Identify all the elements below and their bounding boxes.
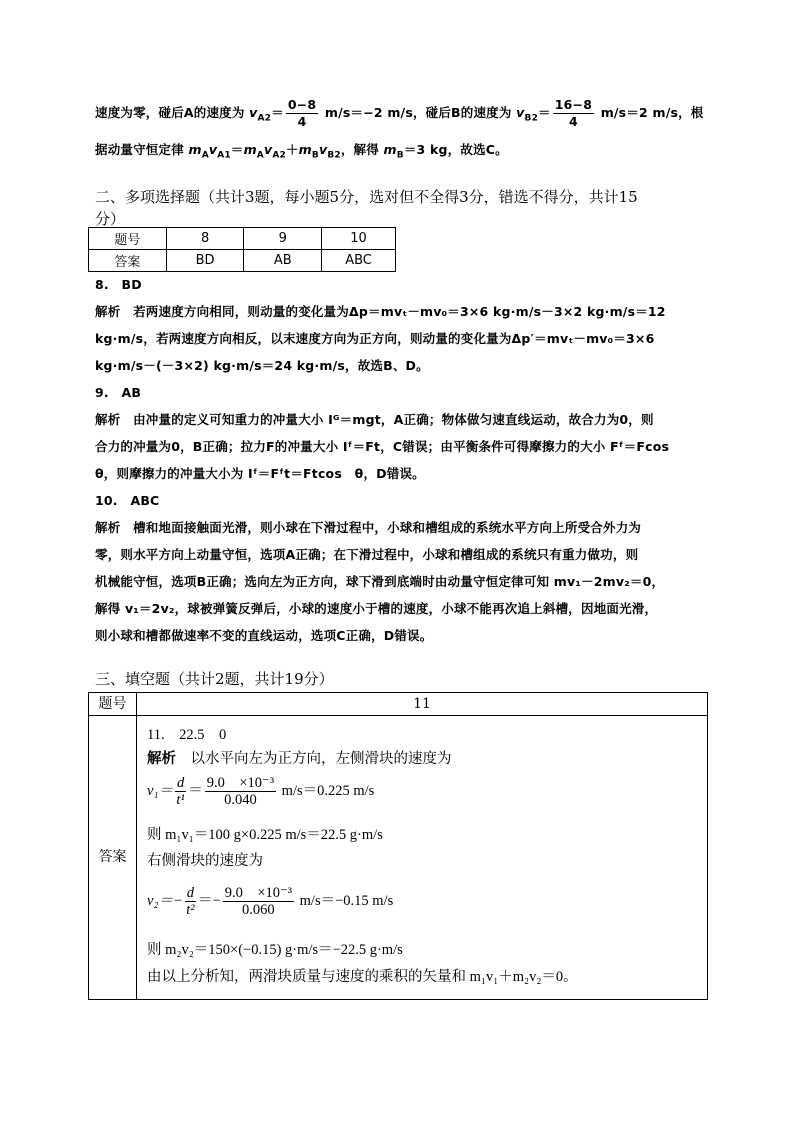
q10-line-1: 解析 槽和地面接触面光滑，则小球在下滑过程中，小球和槽组成的系统水平方向上所受合外力为 — [95, 520, 642, 535]
symbol-m: m — [298, 142, 312, 157]
q9-line-3: θ，则摩擦力的冲量大小为 Iᶠ＝Fᶠt＝Ftcos θ，D错误。 — [95, 466, 425, 481]
table-row — [89, 693, 707, 716]
equals: ＝ — [230, 142, 244, 157]
subscript: B2 — [327, 150, 341, 161]
subscript: A — [256, 150, 264, 161]
fraction-denominator: t¹ — [176, 792, 185, 809]
section-2-title: 二、多项选择题（共计3题，每小题5分，选对但不全得3分，错选不得分，共计15 — [95, 188, 638, 206]
symbol-v: v — [516, 105, 525, 120]
fraction-denominator: 0.040 — [224, 792, 257, 809]
fraction-denominator: 4 — [568, 114, 578, 129]
table-cell: 题号 — [89, 693, 137, 715]
q10-line-5: 则小球和槽都做速率不变的直线运动，选项C正确，D错误。 — [95, 628, 433, 643]
fill-blank-table — [88, 692, 708, 1000]
plus: ＋ — [285, 142, 299, 157]
table-cell: 答案 — [89, 250, 167, 272]
fraction-numerator: d — [176, 775, 185, 792]
q9-line-1: 解析 由冲量的定义可知重力的冲量大小 Iᴳ＝mgt，A正确；物体做匀速直线运动，故合力为0，则 — [95, 412, 654, 427]
q9-label: 9. AB — [95, 385, 142, 400]
fraction-numerator: 0−8 — [287, 97, 317, 112]
text-segment: 以水平向左为正方向，左侧滑块的速度为 — [176, 751, 452, 767]
symbol-m: m — [383, 142, 397, 157]
table-cell: ABC — [322, 250, 396, 272]
q10-label: 10. ABC — [95, 493, 160, 508]
text-segment: 速度为零，碰后A的速度为 — [95, 105, 245, 120]
subscript: A2 — [257, 113, 272, 124]
fraction-numerator: d — [186, 885, 195, 902]
analysis-label: 解析 — [147, 751, 176, 767]
m2v2-line: 则 m₂v₂＝150×(−0.15) g·m/s＝−22.5 g·m/s — [147, 942, 403, 958]
subscript: A — [201, 150, 209, 161]
text-segment: m/s＝−2 m/s，碰后B的速度为 — [324, 105, 512, 120]
subscript: A2 — [272, 150, 286, 161]
subscript: B2 — [524, 113, 539, 124]
symbol-m: m — [243, 142, 257, 157]
equals: ＝ — [271, 105, 284, 120]
subscript: B — [311, 150, 319, 161]
fraction-d-t1 — [175, 776, 186, 807]
answer-table-mc — [88, 227, 396, 272]
fraction-denominator: t² — [186, 902, 195, 919]
table-row — [89, 228, 396, 250]
v2-equation — [147, 881, 393, 921]
q8-line-2: kg·m/s，若两速度方向相反，以末速度方向为正方向，则动量的变化量为Δp′＝mvₜ－mv₀＝3×6 — [95, 331, 655, 346]
fraction-denominator: 0.060 — [242, 902, 275, 919]
q10-line-4: 解得 v₁＝2v₂，球被弹簧反弹后，小球的速度小于槽的速度，小球不能再次追上斜槽，因地面光滑， — [95, 601, 658, 616]
symbol-m: m — [188, 142, 202, 157]
text-segment: ，解得 — [340, 142, 384, 157]
table-cell: BD — [166, 250, 244, 272]
answer-11: 11. 22.5 0 — [147, 727, 227, 743]
text-segment: m/s＝−0.15 m/s — [299, 893, 394, 909]
text-segment: ＝3 kg，故选C。 — [403, 142, 508, 157]
table-cell: AB — [244, 250, 322, 272]
conclusion-line: 由以上分析知，两滑块质量与速度的乘积的矢量和 m₁v₁＋m₂v₂＝0。 — [147, 969, 578, 985]
symbol-v: v — [318, 142, 328, 157]
right-slider-line: 右侧滑块的速度为 — [147, 853, 263, 869]
fraction-denominator: 4 — [297, 114, 307, 129]
v1-equation — [147, 771, 374, 811]
table-cell: 题号 — [89, 228, 167, 250]
subscript: B — [396, 150, 404, 161]
fraction-d-t2 — [185, 886, 196, 917]
section-2-title-cont: 分） — [95, 210, 126, 228]
fraction-v2-value — [223, 886, 294, 917]
table-cell: 10 — [322, 228, 396, 250]
fraction-vb2 — [553, 98, 594, 129]
symbol-v: v — [263, 142, 273, 157]
q8-label: 8. BD — [95, 277, 142, 292]
m1v1-line: 则 m₁v₁＝100 g×0.225 m/s＝22.5 g·m/s — [147, 827, 383, 843]
line-collision-velocities — [95, 95, 704, 131]
table-row — [89, 250, 396, 272]
equals: ＝ — [538, 105, 551, 120]
q10-line-3: 机械能守恒，选项B正确；选向左为正方向，球下滑到底端时由动量守恒定律可知 mv₁－2mv₂＝0， — [95, 574, 665, 589]
analysis-intro — [147, 747, 452, 768]
fraction-numerator: 9.0 ×10⁻³ — [206, 775, 275, 792]
q9-line-2: 合力的冲量为0，B正确；拉力F的冲量大小 Iᶠ＝Ft，C错误；由平衡条件可得摩擦力的大小 Fᶠ＝Fcos — [95, 439, 670, 454]
equals: ＝− — [198, 893, 221, 909]
equals: ＝ — [188, 783, 203, 799]
fraction-numerator: 9.0 ×10⁻³ — [224, 885, 293, 902]
table-cell: 答案 — [89, 716, 137, 999]
table-cell: 8 — [166, 228, 244, 250]
symbol-v: v — [208, 142, 218, 157]
text-segment: v₂＝− — [147, 893, 183, 909]
table-cell: 9 — [244, 228, 322, 250]
section-3-title: 三、填空题（共计2题，共计19分） — [95, 670, 334, 688]
table-cell: 11 — [413, 696, 431, 712]
fraction-v1-value — [205, 776, 276, 807]
text-segment: 据动量守恒定律 — [95, 142, 189, 157]
q8-line-1: 解析 若两速度方向相同，则动量的变化量为Δp＝mvₜ－mv₀＝3×6 kg·m/s－3×2 kg·m/s＝12 — [95, 304, 666, 319]
text-segment: v₁＝ — [147, 783, 173, 799]
q10-line-2: 零，则水平方向上动量守恒，选项A正确；在下滑过程中，小球和槽组成的系统只有重力做功，则 — [95, 547, 639, 562]
text-segment: m/s＝2 m/s，根 — [600, 105, 704, 120]
fraction-va2 — [286, 98, 318, 129]
symbol-v: v — [249, 105, 258, 120]
line-momentum-conservation — [95, 140, 508, 161]
q8-line-3: kg·m/s－(－3×2) kg·m/s＝24 kg·m/s，故选B、D。 — [95, 358, 429, 373]
fraction-numerator: 16−8 — [554, 97, 593, 112]
text-segment: m/s＝0.225 m/s — [281, 783, 375, 799]
subscript: A1 — [217, 150, 231, 161]
